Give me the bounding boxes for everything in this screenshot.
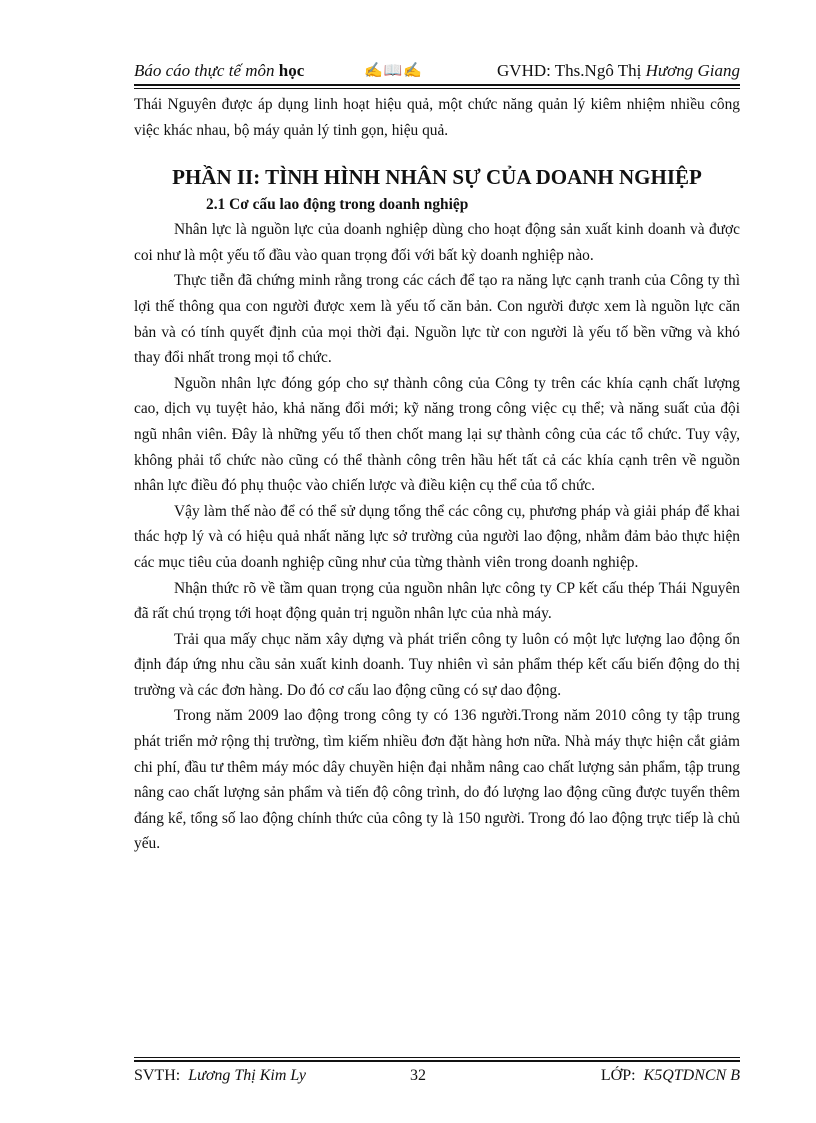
intro-paragraph: Thái Nguyên được áp dụng linh hoạt hiệu quả, một chức năng quản lý kiêm nhiệm nhiều công việc khác nhau, bộ máy quản lý tinh gọn, hiệu quả. xyxy=(134,96,740,139)
body-paragraph: Thực tiễn đã chứng minh rằng trong các cách để tạo ra năng lực cạnh tranh của Công ty thì lợi thế thông qua con người được xem là yếu tố căn bản. Con người được xem là nguồn lực căn bản và có tính quyết định của mọi thời đại. Nguồn lực từ con người là yếu tố bền vững và khó thay đổi nhất trong mọi tổ chức. xyxy=(134,272,740,367)
header-course xyxy=(134,58,304,84)
body-paragraph: Vậy làm thế nào để có thể sử dụng tổng thể các công cụ, phương pháp và giải pháp để khai thác hợp lý và có hiệu quả nhất năng lực sở trường của người lao động, nhằm đảm bảo thực hiện các mục tiêu của doanh nghiệp cũng như của từng thành viên trong doanh nghiệp. xyxy=(134,502,740,571)
footer-class-name: K5QTDNCN B xyxy=(643,1067,740,1084)
header-advisor-name: Hương Giang xyxy=(645,61,740,80)
footer-class xyxy=(601,1064,740,1088)
body-paragraph: Nhận thức rõ về tầm quan trọng của nguồn nhân lực công ty CP kết cấu thép Thái Nguyên đã rất chú trọng tới hoạt động quản trị nguồn nhân lực của nhà máy. xyxy=(134,579,740,623)
footer-student-name: Lương Thị Kim Ly xyxy=(188,1067,306,1084)
footer-divider xyxy=(134,1057,740,1062)
body-paragraph: Trải qua mấy chục năm xây dựng và phát triển công ty luôn có một lực lượng lao động ổn định đáp ứng nhu cầu sản xuất kinh doanh. Tuy nhiên vì sản phẩm thép kết cấu biến động do thị trường và các đơn hàng. Do đó cơ cấu lao động cũng có sự dao động. xyxy=(134,630,740,699)
body-paragraph: Nhân lực là nguồn lực của doanh nghiệp dùng cho hoạt động sản xuất kinh doanh và được coi như là một yếu tố đầu vào quan trọng đối với bất kỳ doanh nghiệp nào. xyxy=(134,221,740,264)
header-course-prefix: Báo cáo thực tế môn xyxy=(134,61,275,80)
body-paragraph: Trong năm 2009 lao động trong công ty có 136 người.Trong năm 2010 công ty tập trung phát triển mở rộng thị trường, tìm kiếm nhiều đơn đặt hàng hơn nữa. Nhà máy thực hiện cắt giảm chi phí, đầu tư thêm máy móc dây chuyền hiện đại nhằm nâng cao chất lượng sản phẩm, tập trung nâng cao chất lượng sản phẩm và tiến độ công trình, do đó lượng lao động cũng được tuyển thêm đáng kể, tổng số lao động chính thức của công ty là 150 người. Trong đó lao động trực tiếp là chủ yếu. xyxy=(134,707,740,853)
header-advisor-label: GVHD: Ths.Ngô Thị xyxy=(497,61,642,80)
header-ornament-icon: ✍📖✍ xyxy=(364,63,424,79)
subsection-title: 2.1 Cơ cấu lao động trong doanh nghiệp xyxy=(206,196,469,214)
footer-class-label: LỚP: xyxy=(600,1067,636,1084)
body-paragraph: Nguồn nhân lực đóng góp cho sự thành công của Công ty trên các khía cạnh chất lượng cao, dịch vụ tuyệt hảo, khả năng đổi mới; kỹ năng trong công việc cụ thể; và năng suất của đội ngũ nhân viên. Đây là những yếu tố then chốt mang lại sự thành công của các tổ chức. Tuy vậy, không phải tổ chức nào cũng có thể thành công trên hầu hết tất cả các khía cạnh trên về nguồn nhân lực điều đó phụ thuộc vào chiến lược và điều kiện cụ thể của tổ chức. xyxy=(134,374,740,495)
section-title: PHẦN II: TÌNH HÌNH NHÂN SỰ CỦA DOANH NGHIỆP xyxy=(172,165,702,190)
footer-svth-label: SVTH: xyxy=(134,1067,181,1084)
footer-student xyxy=(134,1064,306,1088)
header-divider xyxy=(134,84,740,89)
page-number: 32 xyxy=(410,1067,426,1084)
header-course-word: học xyxy=(278,61,305,80)
page-footer xyxy=(134,1064,740,1088)
page-header xyxy=(134,58,740,84)
header-advisor xyxy=(497,58,740,84)
page-body xyxy=(134,92,740,857)
